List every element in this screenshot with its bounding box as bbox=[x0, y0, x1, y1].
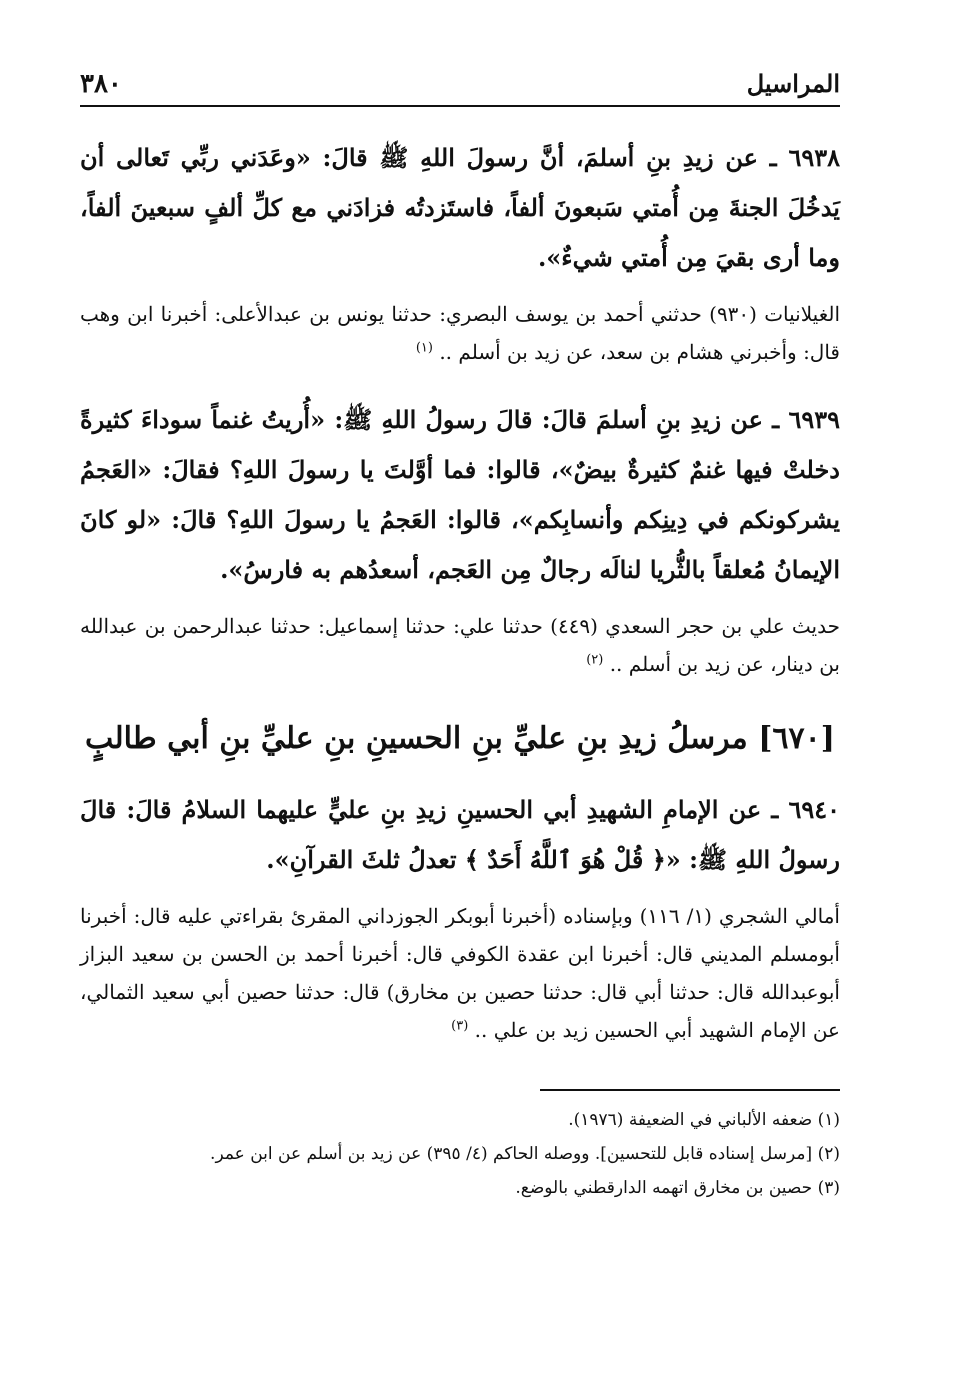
source-text: الغيلانيات (٩٣٠) حدثني أحمد بن يوسف البصري: حدثنا يونس بن عبدالأعلى: أخبرنا ابن وهب قال: وأخبرني هشام بن سعد، عن زيد بن أسلم .. bbox=[80, 302, 841, 364]
footnote-item: (١) ضعفه الألباني في الضعيفة (١٩٧٦). bbox=[568, 1110, 840, 1130]
hadith-number: ٦٩٣٩ bbox=[788, 405, 840, 434]
footnote-ref[interactable]: (٢) bbox=[586, 652, 604, 668]
dash: ـ bbox=[757, 143, 777, 172]
hadith-text: عن زيدِ بنِ أسلمَ قالَ: قالَ رسولُ اللهِ ﷺ: «أُريتُ غنماً سوداءَ كثيرةً دخلتْ فيها غنمٌ كثيرةٌ بيضٌ»، قالوا: فما أوَّلتَ يا رسولَ اللهِ؟ فقالَ: «العَجمُ يشركونكم في دِينِكم وأنسابِكم»، قالوا: العَجمُ يا رسولَ اللهِ؟ قالَ: «لو كانَ الإيمانُ مُعلقاً بالثُّريا لنالَه رجالٌ مِن العَجم، أسعدُهم به فارسُ». bbox=[80, 405, 840, 584]
page-number: ٣٨٠ bbox=[80, 69, 122, 99]
chapter-title: [٦٧٠] مرسلُ زيدِ بنِ عليِّ بنِ الحسينِ بنِ عليِّ بنِ أبي طالبٍ bbox=[85, 721, 835, 756]
hadith-number: ٦٩٤٠ bbox=[788, 795, 841, 824]
hadith-6940 bbox=[80, 785, 840, 885]
dash: ـ bbox=[762, 405, 780, 434]
source-text: أمالي الشجري (١/ ١١٦) وبإسناده (أخبرنا أبوبكر الجوزداني المقرئ بقراءتي عليه قال: أخبرنا أبومسلم المديني قال: أخبرنا ابن عقدة الكوفي قال: أخبرنا أحمد بن الحسن بن سعيد البزاز أبوعبدالله قال: حدثنا أبي قال: حدثنا حصين بن مخارق) قال: حدثنا حصين أبي سعيد الثمالي، عن الإمام الشهيد أبي الحسين زيد بن علي .. bbox=[80, 904, 840, 1042]
source-text: حديث علي بن حجر السعدي (٤٤٩) حدثنا علي: حدثنا إسماعيل: حدثنا عبدالرحمن بن عبدالله بن دينار، عن زيد بن أسلم .. bbox=[80, 614, 840, 676]
footnote-ref[interactable]: (٣) bbox=[451, 1018, 469, 1034]
source-6939 bbox=[80, 607, 840, 683]
hadith-6939 bbox=[80, 395, 840, 595]
footnote-item: (٣) حصين بن مخارق اتهمه الدارقطني بالوضع. bbox=[515, 1178, 840, 1198]
source-6938 bbox=[80, 295, 840, 371]
footnote-item: (٢) [مرسل إسناده قابل للتحسين]. ووصله الحاكم (٤/ ٣٩٥) عن زيد بن أسلم عن ابن عمر. bbox=[210, 1144, 840, 1164]
source-6940 bbox=[80, 897, 840, 1049]
page-header bbox=[80, 55, 840, 107]
hadith-6938 bbox=[80, 133, 840, 283]
hadith-text: عن زيدِ بنِ أسلمَ، أنَّ رسولَ اللهِ ﷺ قالَ: «وعَدَني ربِّي تَعالى أن يَدخُلَ الجنةَ مِن أُمتي سَبعونَ ألفاً، فاستَزدتُه فزادَني مع كلِّ ألفٍ سبعينَ ألفاً، وما أرى بقيَ مِن أُمتي شيءٌ». bbox=[80, 143, 840, 272]
footnotes-list bbox=[80, 1103, 840, 1205]
dash: ـ bbox=[761, 795, 779, 824]
document-page bbox=[80, 55, 840, 1205]
book-title: المراسيل bbox=[746, 69, 840, 98]
hadith-text: عن الإمامِ الشهيدِ أبي الحسينِ زيدِ بنِ عليٍّ عليهما السلامُ قالَ: قالَ رسولُ اللهِ ﷺ: «﴿ قُلْ هُوَ ٱللَّهُ أَحَدٌ ﴾ تعدلُ ثلثَ القرآنِ». bbox=[80, 795, 840, 874]
footnote-ref[interactable]: (١) bbox=[415, 340, 433, 356]
hadith-number: ٦٩٣٨ bbox=[788, 143, 841, 172]
